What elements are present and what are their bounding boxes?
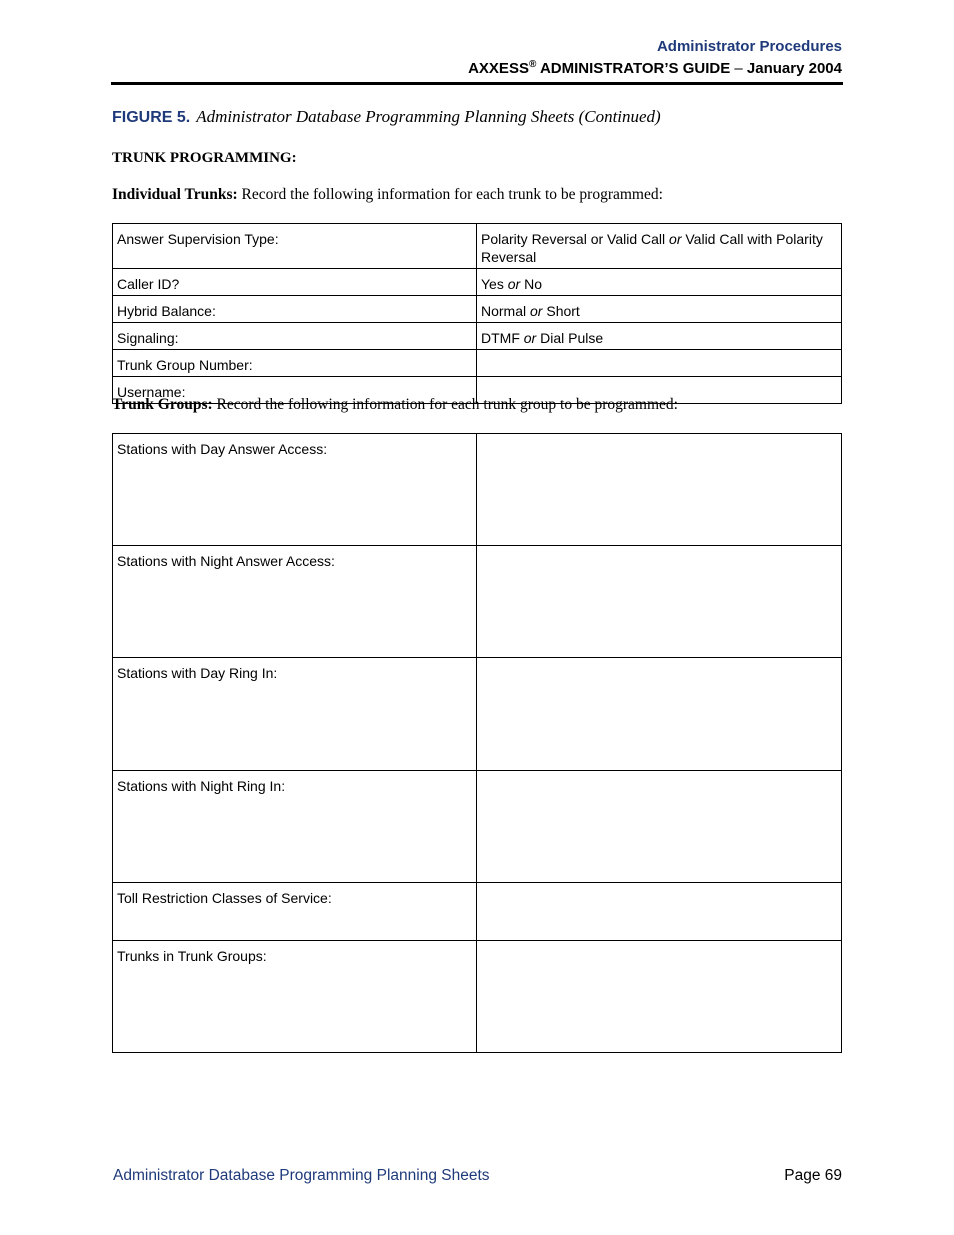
field-label: Trunks in Trunk Groups: bbox=[113, 941, 477, 1053]
field-label: Stations with Day Answer Access: bbox=[113, 434, 477, 546]
page-number: Page 69 bbox=[784, 1167, 842, 1184]
header-guide-title bbox=[468, 59, 842, 77]
option-text: Polarity Reversal or Valid Call bbox=[481, 231, 670, 247]
trunk-groups-text: Record the following information for each trunk group to be programmed: bbox=[212, 396, 678, 413]
option-text: DTMF bbox=[481, 330, 524, 346]
trunk-groups-instructions bbox=[112, 396, 678, 414]
table-row bbox=[113, 323, 842, 350]
registered-mark: ® bbox=[528, 59, 537, 70]
individual-trunks-text: Record the following information for each trunk to be programmed: bbox=[237, 186, 663, 203]
option-conjunction: or bbox=[523, 330, 537, 346]
field-value-blank[interactable] bbox=[477, 883, 842, 941]
field-label: Stations with Day Ring In: bbox=[113, 658, 477, 771]
table-row bbox=[113, 224, 842, 269]
figure-title: Administrator Database Programming Planning Sheets (Continued) bbox=[196, 107, 661, 126]
field-value[interactable] bbox=[477, 269, 842, 296]
field-value-blank[interactable] bbox=[477, 350, 842, 377]
brand-name: AXXESS bbox=[468, 60, 529, 77]
table-row bbox=[113, 350, 842, 377]
option-text: Dial Pulse bbox=[536, 330, 604, 346]
trunk-groups-table bbox=[112, 433, 842, 1053]
header-section-title: Administrator Procedures bbox=[656, 38, 842, 55]
table-row bbox=[113, 434, 842, 546]
option-conjunction: or bbox=[507, 276, 521, 292]
field-label: Hybrid Balance: bbox=[113, 296, 477, 323]
field-value[interactable] bbox=[477, 224, 842, 269]
header-rule bbox=[111, 82, 843, 85]
table-row bbox=[113, 546, 842, 658]
option-text: Yes bbox=[481, 276, 508, 292]
option-conjunction: or bbox=[669, 231, 682, 247]
option-text: No bbox=[520, 276, 542, 292]
table-row bbox=[113, 771, 842, 883]
section-heading: TRUNK PROGRAMMING: bbox=[112, 150, 297, 166]
figure-label: FIGURE 5. bbox=[112, 109, 191, 126]
field-value-blank[interactable] bbox=[477, 771, 842, 883]
field-value-blank[interactable] bbox=[477, 546, 842, 658]
footer-title: Administrator Database Programming Planning Sheets bbox=[113, 1167, 490, 1184]
individual-trunks-table bbox=[112, 223, 842, 404]
option-text: Normal bbox=[481, 303, 531, 319]
field-label: Toll Restriction Classes of Service: bbox=[113, 883, 477, 941]
trunk-groups-label: Trunk Groups: bbox=[112, 396, 213, 413]
field-value-blank[interactable] bbox=[477, 941, 842, 1053]
individual-trunks-label: Individual Trunks: bbox=[112, 186, 238, 203]
table-row bbox=[113, 269, 842, 296]
field-label: Trunk Group Number: bbox=[113, 350, 477, 377]
field-value[interactable] bbox=[477, 323, 842, 350]
guide-date: January 2004 bbox=[746, 60, 842, 77]
figure-caption bbox=[112, 107, 661, 127]
individual-trunks-instructions bbox=[112, 186, 663, 204]
field-label: Caller ID? bbox=[113, 269, 477, 296]
field-label: Stations with Night Answer Access: bbox=[113, 546, 477, 658]
option-text: Short bbox=[542, 303, 580, 319]
option-conjunction: or bbox=[530, 303, 543, 319]
field-value-blank[interactable] bbox=[477, 658, 842, 771]
guide-name: ADMINISTRATOR’S GUIDE bbox=[536, 60, 731, 77]
field-label: Answer Supervision Type: bbox=[113, 224, 477, 269]
field-label: Signaling: bbox=[113, 323, 477, 350]
field-value[interactable] bbox=[477, 296, 842, 323]
table-row bbox=[113, 941, 842, 1053]
field-label: Stations with Night Ring In: bbox=[113, 771, 477, 883]
table-row bbox=[113, 658, 842, 771]
field-value-blank[interactable] bbox=[477, 434, 842, 546]
option-text: Valid Call with Polarity Reversal bbox=[481, 231, 823, 265]
table-row bbox=[113, 296, 842, 323]
table-row bbox=[113, 883, 842, 941]
header-dash: – bbox=[730, 60, 747, 77]
field-label: Username: bbox=[113, 377, 477, 404]
